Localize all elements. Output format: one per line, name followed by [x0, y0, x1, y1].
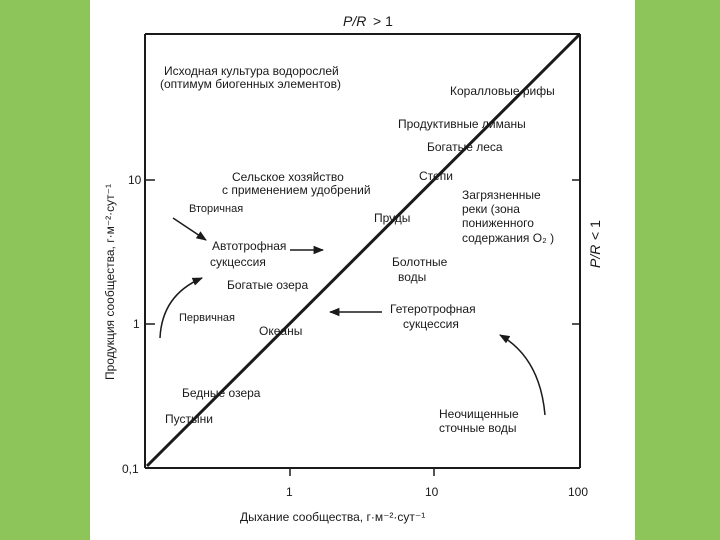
diagram-sheet	[90, 0, 635, 540]
label-culture-line1: Исходная культура водорослей	[164, 64, 339, 78]
x-tick-label-100: 100	[568, 485, 589, 499]
label-estuaries: Продуктивные лиманы	[398, 117, 526, 131]
pr-top-ratio: P/R	[343, 13, 367, 29]
primary-arrow	[160, 278, 202, 338]
label-culture-line2: (оптимум биогенных элементов)	[160, 77, 341, 91]
label-heterotrophic-line2: сукцессия	[403, 317, 459, 331]
label-polluted-line2: реки (зона	[462, 202, 520, 216]
label-secondary: Вторичная	[189, 203, 244, 215]
label-rich-lakes: Богатые озера	[227, 278, 309, 292]
origin-label: 0,1	[122, 462, 139, 476]
pr-top-rel: > 1	[373, 13, 393, 29]
label-sewage-line2: сточные воды	[439, 421, 517, 435]
x-axis-title: Дыхание сообщества, г·м⁻²·сут⁻¹	[240, 510, 426, 524]
label-rich-forests: Богатые леса	[427, 140, 503, 154]
label-primary: Первичная	[179, 312, 236, 324]
label-agriculture-line2: с применением удобрений	[222, 183, 371, 197]
label-polluted-line3: пониженного	[462, 216, 534, 230]
secondary-arrow	[173, 218, 206, 240]
label-poor-lakes: Бедные озера	[182, 386, 261, 400]
pr-diagram	[90, 0, 635, 540]
label-swamp-line2: воды	[398, 270, 427, 284]
label-steppes: Степи	[419, 169, 453, 183]
label-coral-reefs: Коралловые рифы	[450, 84, 555, 98]
label-swamp-line1: Болотные	[392, 255, 448, 269]
pr-less-label	[587, 220, 603, 268]
label-deserts: Пустыни	[165, 412, 213, 426]
pr-right-rel: < 1	[587, 220, 603, 240]
x-tick-label-10: 10	[425, 485, 439, 499]
label-oceans: Океаны	[259, 324, 303, 338]
y-tick-label-1: 1	[133, 317, 140, 331]
pr-greater-label	[343, 13, 393, 29]
label-autotrophic-line2: сукцессия	[210, 255, 266, 269]
label-heterotrophic-line1: Гетеротрофная	[390, 302, 476, 316]
label-autotrophic-line1: Автотрофная	[212, 239, 287, 253]
sewage-arrow	[500, 335, 545, 415]
x-tick-label-1: 1	[286, 485, 293, 499]
label-polluted-line1: Загрязненные	[462, 188, 541, 202]
y-tick-label-10: 10	[128, 173, 142, 187]
label-agriculture-line1: Сельское хозяйство	[232, 170, 344, 184]
label-sewage-line1: Неочищенные	[439, 407, 519, 421]
y-axis-title: Продукция сообщества, г·м⁻²·сут⁻¹	[103, 184, 117, 380]
label-polluted-line4: содержания O₂ )	[462, 231, 555, 245]
pr-right-ratio: P/R	[587, 244, 603, 268]
label-ponds: Пруды	[374, 211, 411, 225]
